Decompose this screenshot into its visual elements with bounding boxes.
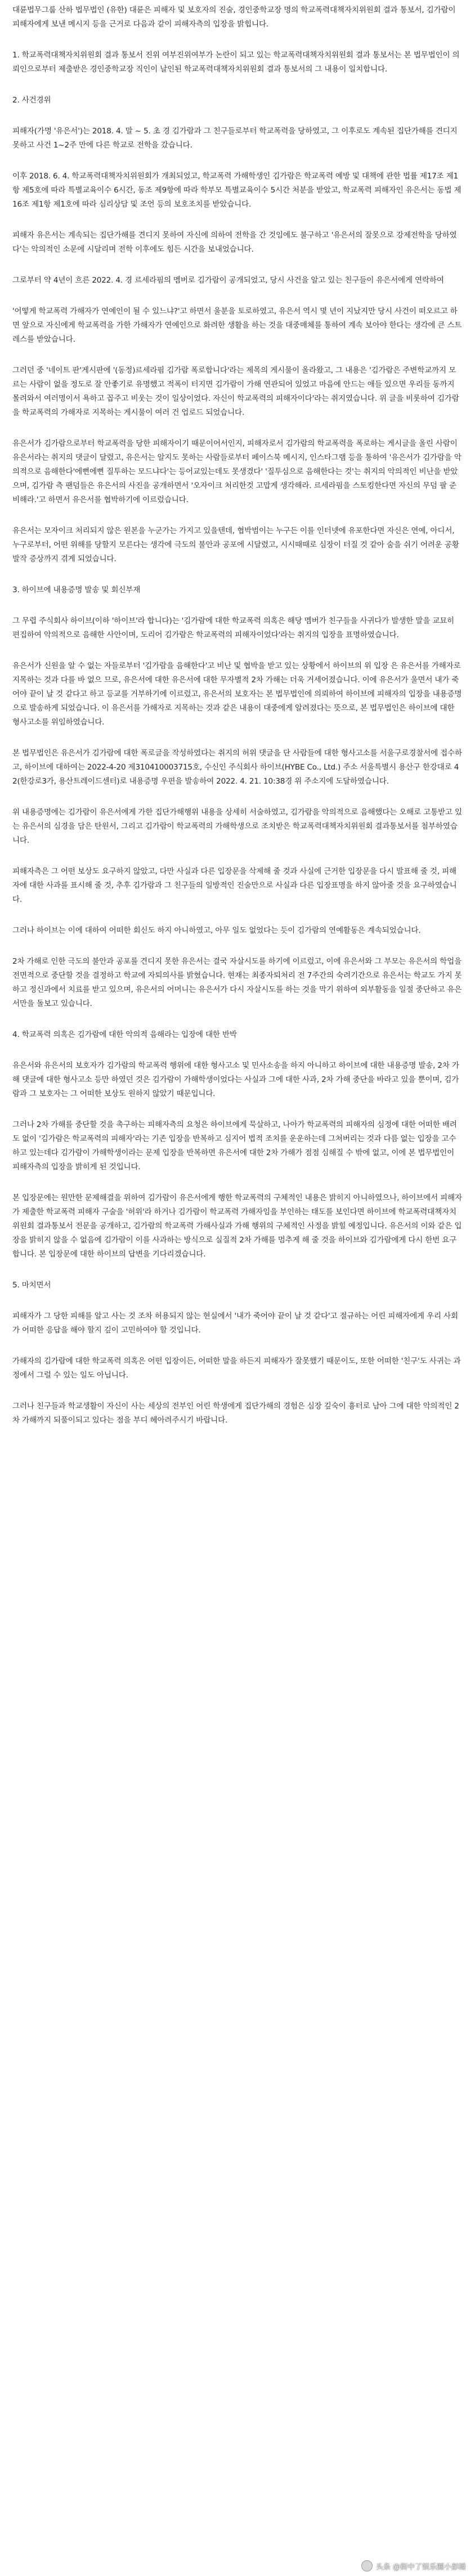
paragraph: 그러나 하이브는 이에 대하여 어떠한 회신도 하지 아니하였고, 아무 일도 없었다는 듯이 김가람의 연예활동은 계속되었습니다.: [12, 926, 421, 935]
paragraph: 그러나 2차 가해를 중단할 것을 촉구하는 피해자측의 요청은 하이브에게 묵살하고, 나아가 학교폭력의 피해자의 심정에 대한 어떠한 배려도 없이 '김가람은 학교폭력의 피해자'라는 기존 입장을 반복하고 심지어 법적 조치를 운운하는데 그쳐버리는 것과 다름 없는 입장을 고수하고 있는데다 김가람이 가해학생이라는 문제 입장을 반복하면 유은서에 대한 2차 가해가 점점 심해질 수 밖에 없고, 이에 본 법무법인이 피해자측의 입장을 밝히게 된 것입니다.: [12, 1120, 457, 1171]
paragraph: 피해자가 그 당한 피해를 알고 사는 것 조차 허용되지 않는 현실에서 '내가 죽어야 끝이 날 것 같다'고 절규하는 어린 피해자에게 우리 사회가 어떠한 응답을 해야 할지 깊이 고민하여야 할 것입니다.: [12, 1312, 458, 1335]
profile-avatar-icon: [361, 2560, 373, 2571]
paragraph: 가해자의 김가람에 대한 학교폭력 의혹은 어떤 입장이든, 어떠한 말을 하든지 피해자가 잘못했기 때문이도, 또한 어떠한 '친구'도 사귀는 과정에서 그럴 수 있는 일도 아닙니다.: [12, 1357, 461, 1380]
paragraph: 유은서가 김가람으로부터 학교폭력을 당한 피해자이기 때문이어서인지, 피해자로서 김가람의 학교폭력을 폭로하는 게시글을 올린 사람이 유은서라는 취지의 댓글이 달렸고, 유은서는 알지도 못하는 사람들로부터 페이스북 메시지, 인스타그램 등을 통하여 '유은서가 김가람을 악의적으로 음해한다'에뻔에뻔 질투하는 모드냐다'는 등어교있는데도 못생겼다' '질투심으로 음해한다는 것'는 취지의 악의적인 비난을 받았으며, 김가람 측 팬덤들은 유은서의 사진을 공개하면서 '오자이크 처리한것 고맙게 생각해라. 르세라핌을 스토킹한다면 자신의 무덤 팔 준비해라.'고 하면서 유은서를 협박하기에 이르렀습니다.: [12, 439, 461, 504]
paragraph: 유은서가 신원을 알 수 없는 자들로부터 '김가람을 음해한다'고 비난 및 협박을 받고 있는 상황에서 하이브의 위 입장 은 유은서를 가해자로 지목하는 것과 다를 바 없으 므로, 유은서에 대한 유은서에 대한 무자별적 2차 가해는 더욱 거세어졌습니다. 이에 유은서가 울면서 내가 죽어야 끝이 날 것 같다고 하고 등교를 거부하기에 이르렀고, 유은서의 보호자는 본 법무법인에 의뢰하여 하이브에 피해자의 입장을 내용증명으로 발송하게 되었습니다. 이 유은서를 가해자로 지목하는 것과 같은 내용이 대중에게 알려졌다는 뜻으로, 본 법무법인은 하이브에 대한 형사고소를 위임하였습니다.: [12, 661, 462, 727]
paragraph: 본 법무법인은 유은서가 김가람에 대한 폭로글을 작성하였다는 취지의 허위 댓글을 단 사람들에 대한 형사고소를 서울구로경찰서에 접수하고, 하이브에 대하여는 2022-4-20 제310410003715호, 수신인 주식회사 하이브(HYBE Co., Ltd.) 주소 서울특별시 용산구 한강대로 42(한강로3가, 용산트레이드센터)로 내용증명 우편을 발송하여 2022. 4. 21. 10:38경 위 주소지에 도달하였습니다.: [12, 749, 462, 786]
section-heading: 2. 사건경위: [12, 96, 51, 105]
paragraph: 유은서와 유은서의 보호자가 김가람의 학교폭력 행위에 대한 형사고소 및 민사소송을 하지 아니하고 하이브에 대한 내용증명 발송, 2차 가해 댓글에 대한 형사고소 등만 하였던 것은 김가람이 가해학생이었다는 사실과 그에 대한 사과, 2차 가해 중단을 바라고 있을 뿐이며, 김가람과 그 보호자는 그 어떠한 보상도 원하지 않았기 때문입니다.: [12, 1061, 459, 1098]
paragraph: 피해자(가명 '유은서')는 2018. 4. 말 ~ 5. 초 경 김가람과 그 친구들로부터 학교폭력을 당하였고, 그 이후로도 계속된 집단가해를 견디지 못하고 사건 1~2주 만에 다른 학교로 전학을 갔습니다.: [12, 127, 458, 150]
paragraph: 2차 가해로 인한 극도의 불안과 공포를 견디지 못한 유은서는 결국 자살시도를 하기에 이르렀고, 이에 유은서와 그 부모는 유은서의 학업을 전면적으로 중단할 것을 결정하고 학교에 자퇴의사를 밝혔습니다. 현재는 최종자퇴처리 전 7주간의 숙려기간으로 유은서는 학교도 가지 못하고 정신과에서 치료를 받고 있으며, 유은서의 어머니는 유은서가 다시 자살시도를 하는 것을 막기 위하여 외부활동을 일절 중단하고 유은서만을 돌보고 있습니다.: [12, 957, 462, 1008]
paragraph: 그러던 중 '네이트 판'게시판에 '(동정)르세라핌 김가람 폭로합니다'라는 제목의 게시물이 올라왔고, 그 내용은 '김가람은 주변학교까지 모르는 사람이 없을 정도로 잘 안좋기로 유명했고 적폭이 터지면 김가람이 가해 연관되어 있었고 마음에 안드는 애들 있으면 우리들 동까지 몰려와서 여러명이서 욕하고 꼽주고 비웃는 것이 일상이었다. 자신이 학교폭력의 피해자이다'라는 취지였습니다. 위 글을 비롯하여 김가람을 학교폭력의 가해자로 지목하는 게시물이 여러 건 업로드 되었습니다.: [12, 366, 459, 417]
paragraph: 1. 학교폭력대책자치위원회 결과 통보서 진위 여부진위여부가 논란이 되고 있는 학교폭력대책자치위원회 결과 통보서는 본 법무법인이 의뢰인으로부터 제출받은 경인중학교장 직인이 날인된 학교폭력대책자치위원회 결과 통보서의 그 내용이 일치합니다.: [12, 51, 460, 74]
section-heading: 5. 마치면서: [12, 1281, 51, 1290]
section-heading: 3. 하이브에 내용증명 발송 및 회신부재: [12, 585, 141, 594]
paragraph: 이후 2018. 6. 4. 학교폭력대책자치위원회가 개최되었고, 학교폭력 가해학생인 김가람은 학교폭력 예방 및 대책에 관한 법률 제17조 제1항 제5호에 따라 특별교육이수 6시간, 동조 제9항에 따라 학부모 특별교육이수 5시간 처분을 받았고, 학교폭력 피해자인 유은서는 동법 제 16조 제1항 제1호에 따라 심리상담 및 조언 등의 보호조치를 받았습니다.: [12, 172, 461, 209]
section-heading: 4. 학교폭력 의혹은 김가람에 대한 악의적 음해라는 입장에 대한 반박: [12, 1030, 237, 1039]
watermark-text: 头条 @街中了娱乐圈小彭睡: [375, 2562, 466, 2571]
platform-watermark: [361, 2560, 466, 2571]
paragraph: 그러나 친구들과 학교생활이 자신이 사는 세상의 전부인 어린 학생에게 집단가해의 경험은 심장 깊숙이 흉터로 남아 그에 대한 악의적인 2차 가해까지 되풀이되고 있다는 점을 부디 헤아려주시기 바랍니다.: [12, 1402, 459, 1425]
paragraph: 그로부터 약 4년이 흐른 2022. 4. 경 르세라핌의 멤버로 김가람이 공개되었고, 당시 사건을 알고 있는 친구들이 유은서에게 연락하여: [12, 276, 444, 285]
paragraph: 대륜법무그룹 산하 법무법인 (유한) 대륜은 피해자 및 보호자의 진술, 경인중학교장 명의 학교폭력대책자치위원회 결과 통보서, 김가람이 피해자에게 보낸 메시지 등을 근거로 다음과 같이 피해자측의 입장을 밝힙니다.: [12, 6, 456, 29]
paragraph: 피해자측은 그 어떤 보상도 요구하지 않았고, 다만 사실과 다른 입장문을 삭제해 줄 것과 사실에 근거한 입장문을 다시 발표해 줄 것, 피해자에 대한 사과를 표시해 줄 것, 추후 김가람과 그 친구들의 일방적인 진술만으로 사실과 다른 입장표명을 하지 않아줄 것을 요구하였습니다.: [12, 867, 457, 904]
paragraph: 그 무렵 주식회사 하이브(이하 '하이브'라 합니다)는 '김가람에 대한 학교폭력 의혹은 해당 멤버가 친구들을 사귀다가 발생한 말을 교묘히 편집하여 악의적으로 음해한 사안이며, 도리어 김가람은 학교폭력의 피해자이었다'라는 취지의 입장을 표명하였습니다.: [12, 616, 455, 639]
paragraph: '어떻게 학교폭력 가해자가 연예인이 될 수 있느냐?'고 하면서 울분을 토로하였고, 유은서 역시 몇 년이 지났지만 당시 사건이 떠오르고 하면 앞으로 자신에게 학교폭력을 가한 가해자가 연예인으로 화려한 생활을 하는 것을 대중매체를 통하여 계속 보아야 한다는 생각에 큰 스트레스를 받았습니다.: [12, 307, 462, 344]
paragraph: 유은서는 모자이크 처리되지 않은 원본을 누군가는 가지고 있을텐데, 협박범이는 누구든 이를 인터넷에 유포한다면 자신은 연예, 아디서, 누구로부터, 어떤 위해를 당할지 모른다는 생각에 극도의 불안과 공포에 시달렸고, 시시때때로 심장이 터질 것 같아 숨을 쉬기 어려운 공황발작 증상까지 겪게 되었습니다.: [12, 526, 459, 564]
paragraph: 본 입장문에는 원만한 문제해결을 위하여 김가람이 유은서에게 행한 학교폭력의 구체적인 내용은 밝히지 아니하였으나, 하이브에서 피해자가 제출한 학교폭력 피해자 구술을 '허위'라 하거나 김가람이 학교폭력 가해자임을 부인하는 태도를 보인다면 하이브에 학교폭력대책자치위원회 결과통보서 전문을 공개하고, 김가람의 학교폭력 가해사실과 가해 행위의 구체적인 사정을 밝힐 예정입니다. 유은서의 이와 같은 입장을 밝히지 않을 수 없음에 김가람이 이를 사과하는 방식으로 실질적 2차 가해를 멈추게 해 줄 것을 하이브와 김가람에게 다시 한번 요구합니다. 본 입장문에 대한 하이브의 답변을 기다리겠습니다.: [12, 1193, 462, 1259]
paragraph: 피해자 유은서는 계속되는 집단가해를 견디지 못하여 자신에 의하여 전학을 간 것임에도 불구하고 '유은서의 잘못으로 강제전학을 당하였다'는 악의적인 소문에 시달리며 전학 이후에도 힘든 시간을 보내었습니다.: [12, 231, 457, 254]
paragraph: 위 내용증명에는 김가람이 유은서에게 가한 집단가해행위 내용을 상세히 서술하였고, 김가람을 악의적으로 음해했다는 오해로 고통받고 있는 유은서의 심경을 담은 탄원서, 그리고 김가람이 학교폭력의 가해학생으로 조치받은 학교폭력대책자치위원회 결과통보서를 첨부하였습니다.: [12, 808, 462, 845]
